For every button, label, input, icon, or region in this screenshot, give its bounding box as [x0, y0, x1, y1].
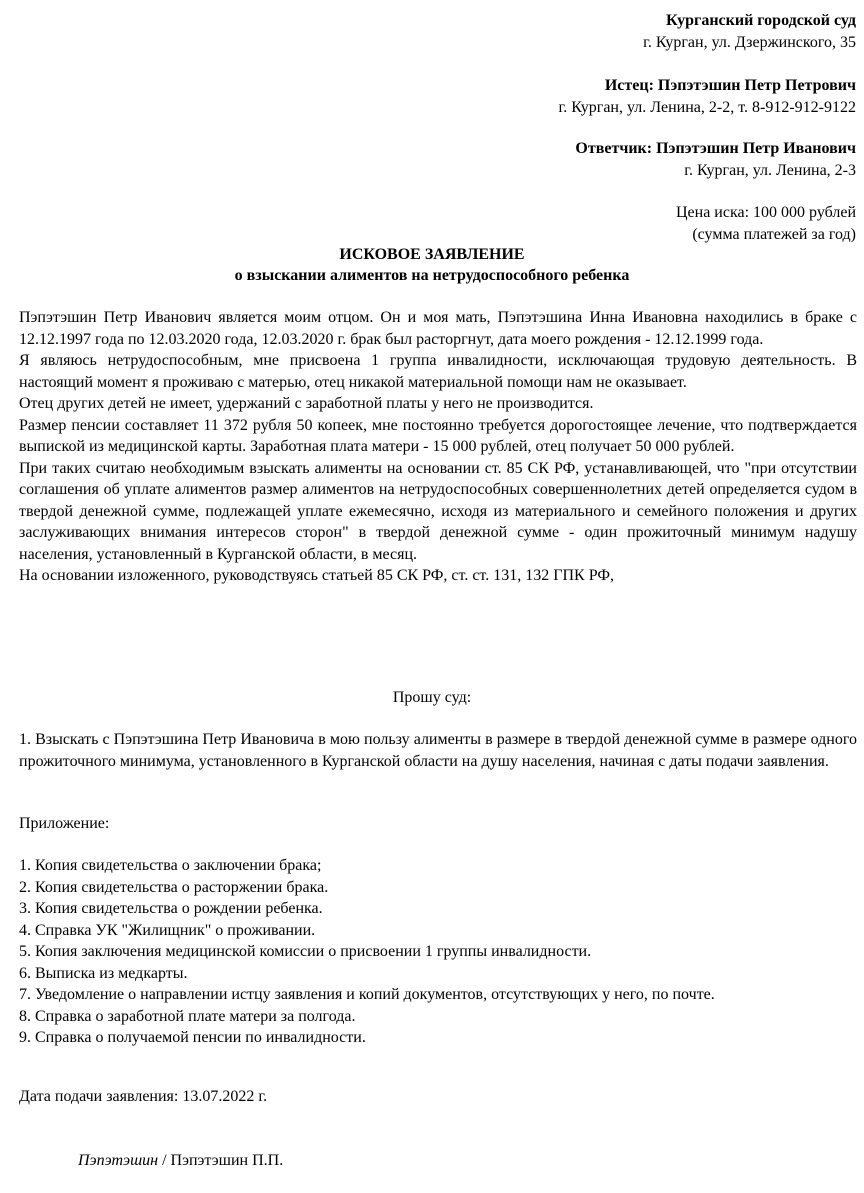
signature-separator: / — [158, 1152, 171, 1169]
document-subtitle: о взыскании алиментов на нетрудоспособного ребенка — [234, 267, 630, 284]
plaintiff-line: Истец: Пэпэтэшин Петр Петрович — [604, 77, 856, 94]
filing-date: Дата подачи заявления: 13.07.2022 г. — [19, 1088, 268, 1105]
defendant-line: Ответчик: Пэпэтэшин Петр Иванович — [575, 140, 856, 157]
request-heading: Прошу суд: — [392, 689, 472, 706]
attachment-item: 9. Справка о получаемой пенсии по инвалидности. — [19, 1029, 366, 1046]
attachments-list — [19, 855, 857, 1049]
defendant-address: г. Курган, ул. Ленина, 2-3 — [684, 161, 856, 179]
defendant-block — [575, 138, 856, 181]
signatory-name: Пэпэтэшин П.П. — [170, 1152, 284, 1169]
claim-value-block — [676, 202, 856, 245]
request-item: 1. Взыскать с Пэпэтэшина Петр Ивановича в мою пользу алименты в размере в твердой денежной сумме в размере одного прожиточного минимума, установленного в Курганской области на душу населения, начиная с даты подачи заявления. — [19, 731, 857, 770]
plaintiff-address: г. Курган, ул. Ленина, 2-2, т. 8-912-912-9122 — [558, 98, 856, 116]
attachment-item: 4. Справка УК "Жилищник" о проживании. — [19, 921, 316, 939]
document-title: ИСКОВОЕ ЗАЯВЛЕНИЕ — [339, 246, 525, 263]
court-address: г. Курган, ул. Дзержинского, 35 — [643, 33, 856, 51]
body-paragraph: Пэпэтэшин Петр Иванович является моим отцом. Он и моя мать, Пэпэтэшина Инна Ивановна находились в браке с 12.12.1997 года по 12.03.2020 года, 12.03.2020 г. брак был расторгнут, дата моего рождения - 12.12.1999 года. — [19, 309, 857, 348]
claim-value-line: Цена иска: 100 000 рублей — [675, 204, 856, 221]
court-block — [643, 10, 856, 53]
attachment-item: 2. Копия свидетельства о расторжении брака. — [19, 878, 329, 896]
attachment-item: 6. Выписка из медкарты. — [19, 964, 188, 982]
attachment-item: 1. Копия свидетельства о заключении брака; — [19, 857, 322, 874]
handwritten-signature: Пэпэтэшин — [78, 1152, 159, 1169]
attachments-heading: Приложение: — [19, 815, 110, 832]
attachment-item: 7. Уведомление о направлении истцу заявления и копий документов, отсутствующих у него, по почте. — [19, 986, 715, 1003]
body-paragraph: При таких считаю необходимым взыскать алименты на основании ст. 85 СК РФ, устанавливающей, что "при отсутствии соглашения об уплате алиментов размер алиментов на нетрудоспособных совершеннолетних детей определяется судом в твердой денежной сумме, подлежащей уплате ежемесячно, исходя из материального и семейного положения и других заслуживающих внимания интересов сторон" в твердой денежной сумме - один прожиточный минимум надушу населения, установленный в Курганской области, в месяц. — [19, 459, 857, 563]
signature-line — [78, 1150, 283, 1172]
attachment-item: 5. Копия заключения медицинской комиссии о присвоении 1 группы инвалидности. — [19, 943, 592, 960]
claim-body — [19, 307, 857, 587]
body-paragraph: Я являюсь нетрудоспособным, мне присвоена 1 группа инвалидности, исключающая трудовую деятельность. В настоящий момент я проживаю с матерью, отец никакой материальной помощи нам не оказывает. — [19, 352, 857, 391]
attachment-item: 3. Копия свидетельства о рождении ребенка. — [19, 900, 323, 917]
claim-value-note: (сумма платежей за год) — [692, 225, 856, 243]
court-name: Курганский городской суд — [665, 12, 856, 29]
attachment-item: 8. Справка о заработной плате матери за полгода. — [19, 1007, 356, 1025]
body-paragraph: Размер пенсии составляет 11 372 рубля 50 копеек, мне постоянно требуется дорогостоящее лечение, что подтверждается выпиской из медицинской карты. Заработная плата матери - 15 000 рублей, отец получает 50 000 рублей. — [19, 416, 857, 455]
body-paragraph: На основании изложенного, руководствуясь статьей 85 СК РФ, ст. ст. 131, 132 ГПК РФ, — [19, 567, 614, 584]
body-paragraph: Отец других детей не имеет, удержаний с заработной платы у него не производится. — [19, 395, 594, 412]
plaintiff-block — [559, 75, 856, 118]
